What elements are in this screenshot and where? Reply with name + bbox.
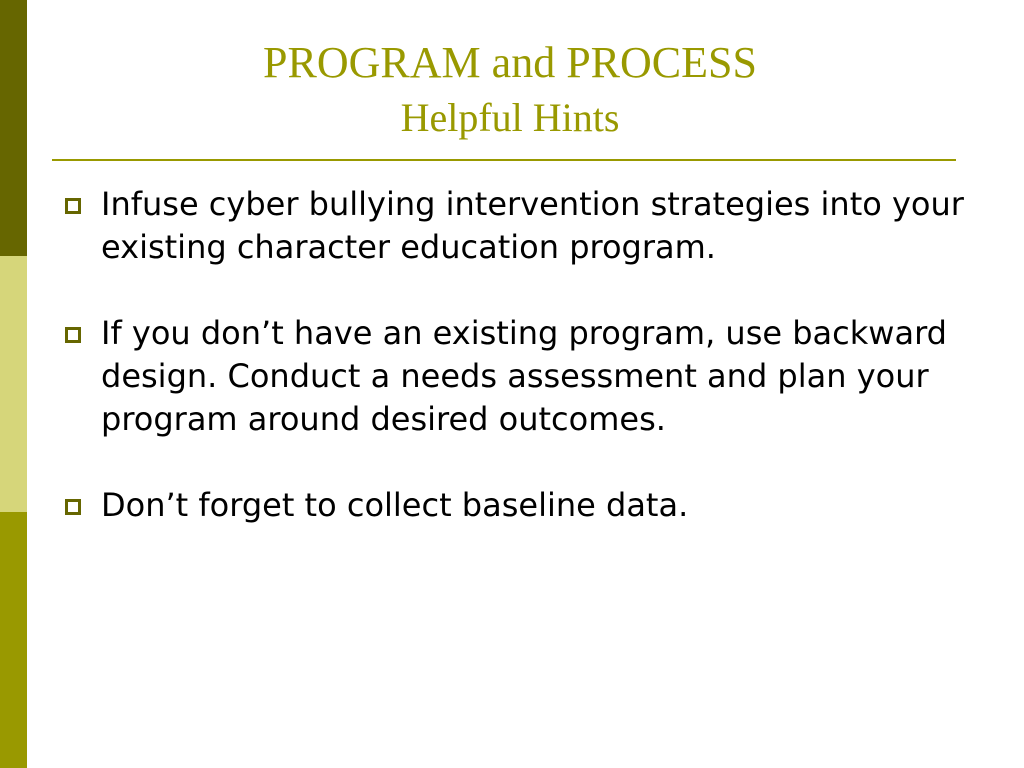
hollow-square-bullet-icon [65,499,81,515]
side-strip-light [0,256,27,512]
hollow-square-bullet-icon [65,327,81,343]
slide-subtitle-line: Helpful Hints [400,95,620,140]
side-strip-olive [0,512,27,768]
bullet-text: If you don’t have an existing program, use backward design. Conduct a needs assessment and plan your program around desired outcomes. [101,314,947,438]
bullet-item [62,312,982,441]
side-strip-dark [0,0,27,256]
hollow-square-bullet-icon [65,198,81,214]
bullet-item [62,484,982,527]
bullet-text: Infuse cyber bullying intervention strategies into your existing character education program. [101,185,964,266]
slide-title-line: PROGRAM and PROCESS [263,38,757,87]
bullet-text: Don’t forget to collect baseline data. [101,486,689,524]
slide-title [60,34,960,144]
title-divider [52,159,956,161]
bullet-item [62,183,982,269]
bullet-list [62,183,982,570]
